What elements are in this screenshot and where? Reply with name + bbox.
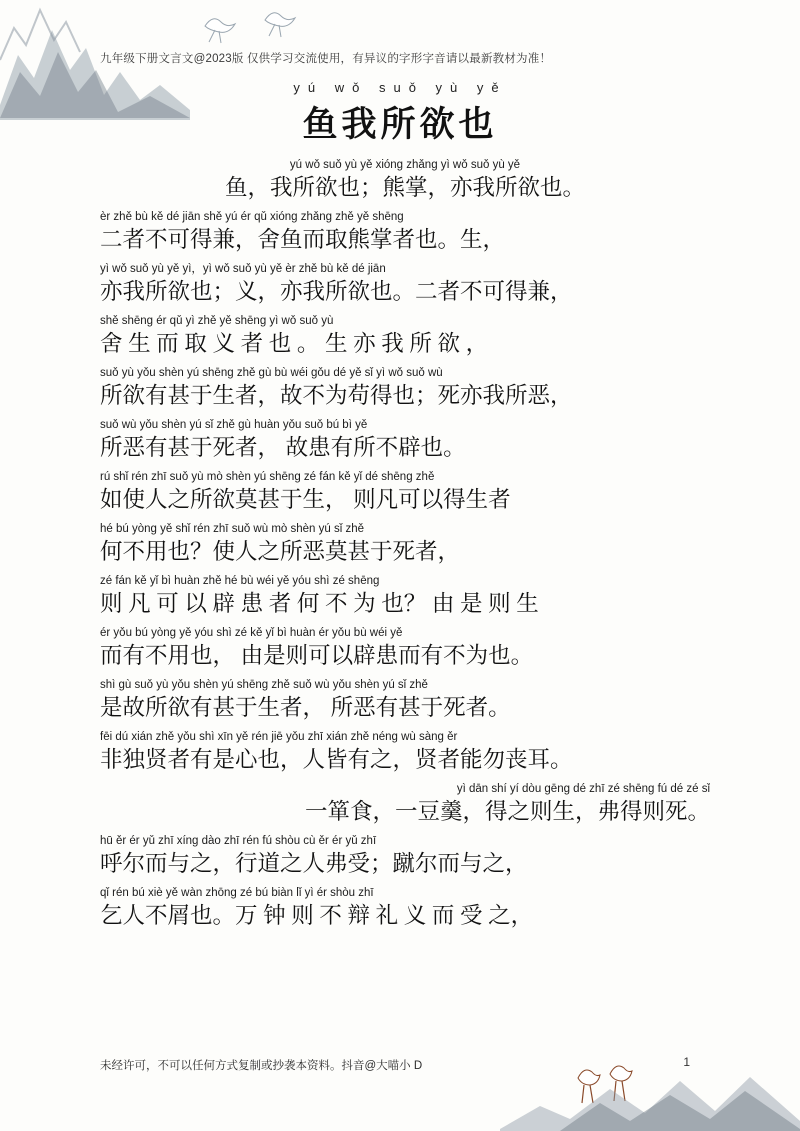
hanzi-row: 则 凡 可 以 辟 患 者 何 不 为 也？ 由 是 则 生	[100, 591, 539, 616]
poem-body	[100, 158, 710, 938]
hanzi-row: 舍 生 而 取 义 者 也 。 生 亦 我 所 欲 ，	[100, 331, 489, 356]
poem-line	[100, 366, 710, 413]
pinyin-row: fēi dú xián zhě yǒu shì xīn yě rén jiē yǒu zhī xián zhě néng wù sàng ěr	[100, 731, 458, 743]
pinyin-row: ér yǒu bú yòng yě yóu shì zé kě yǐ bì huàn ér yǒu bù wéi yě	[100, 627, 403, 639]
title-block	[0, 80, 800, 147]
page-title: 鱼我所欲也	[302, 105, 498, 144]
header-note: 九年级下册文言文@2023版 仅供学习交流使用，有异议的字形字音请以最新教材为准！	[100, 53, 552, 65]
poem-line	[100, 626, 710, 673]
pinyin-row: hū ěr ér yǔ zhī xíng dào zhī rén fú shòu cù ěr ér yǔ zhī	[100, 835, 377, 847]
pinyin-row: zé fán kě yǐ bì huàn zhě hé bù wéi yě yóu shì zé shēng	[100, 575, 380, 587]
pinyin-row: èr zhě bù kě dé jiān shě yú ér qǔ xióng zhǎng zhě yě shēng	[100, 211, 404, 223]
poem-line	[100, 418, 710, 465]
hanzi-row: 乞人不屑也。万 钟 则 不 辩 礼 义 而 受 之，	[100, 903, 534, 928]
hanzi-row: 是故所欲有甚于生者， 所恶有甚于死者。	[100, 695, 511, 720]
poem-line	[100, 678, 710, 725]
hanzi-row: 而有不用也， 由是则可以辟患而有不为也。	[100, 643, 534, 668]
pinyin-row: yì wǒ suǒ yù yě yì，yì wǒ suǒ yù yě èr zhě bù kě dé jiān	[100, 263, 386, 275]
hanzi-row: 二者不可得兼，舍鱼而取熊掌者也。生，	[100, 227, 506, 252]
poem-line	[100, 522, 710, 569]
hanzi-row: 呼尔而与之，行道之人弗受；蹴尔而与之，	[100, 851, 528, 876]
footer-note: 未经许可，不可以任何方式复制或抄袭本资料。抖音@大喵小 D	[100, 1060, 423, 1072]
poem-line	[100, 782, 710, 829]
crane-birds-decoration-icon	[195, 4, 325, 46]
pinyin-row: shì gù suǒ yù yǒu shèn yú shēng zhě suǒ wù yǒu shèn yú sǐ zhě	[100, 679, 428, 691]
pinyin-row: qǐ rén bú xiè yě wàn zhōng zé bú biàn lǐ yì ér shòu zhī	[100, 887, 374, 899]
page-number: 1	[683, 1055, 690, 1069]
pinyin-row: rú shǐ rén zhī suǒ yù mò shèn yú shēng zé fán kě yǐ dé shēng zhě	[100, 471, 435, 483]
poem-line	[100, 834, 710, 881]
pinyin-row: yú wǒ suǒ yù yě xióng zhǎng yì wǒ suǒ yù yě	[289, 159, 521, 171]
hanzi-row: 非独贤者有是心也，人皆有之，贤者能勿丧耳。	[100, 747, 573, 772]
hanzi-row: 所欲有甚于生者，故不为苟得也；死亦我所恶，	[100, 383, 573, 408]
poem-line	[100, 210, 710, 257]
title-pinyin: yú wǒ suǒ yù yě	[293, 80, 507, 95]
hanzi-row: 何不用也？使人之所恶莫甚于死者，	[100, 539, 461, 564]
hanzi-row: 所恶有甚于死者， 故患有所不辟也。	[100, 435, 466, 460]
hanzi-row: 亦我所欲也；义，亦我所欲也。二者不可得兼，	[100, 279, 573, 304]
pinyin-row: yì dān shí yí dòu gēng dé zhī zé shēng fú dé zé sǐ	[456, 783, 710, 795]
poem-line	[100, 158, 710, 205]
pinyin-row: suǒ wù yǒu shèn yú sǐ zhě gù huàn yǒu suǒ bú bì yě	[100, 419, 368, 431]
ink-mountain-bottom-decoration-icon	[500, 1011, 800, 1131]
poem-line	[100, 886, 710, 933]
poem-line	[100, 470, 710, 517]
poem-line	[100, 314, 710, 361]
hanzi-row: 一箪食，一豆羹，得之则生，弗得则死。	[304, 799, 710, 824]
crane-pair-decoration-icon	[560, 1058, 650, 1113]
poem-line	[100, 730, 710, 777]
poem-line	[100, 574, 710, 621]
pinyin-row: suǒ yù yǒu shèn yú shēng zhě gù bù wéi gǒu dé yě sǐ yì wǒ suǒ wù	[100, 367, 443, 379]
hanzi-row: 如使人之所欲莫甚于生， 则凡可以得生者	[100, 487, 511, 512]
hanzi-row: 鱼，我所欲也；熊掌，亦我所欲也。	[224, 175, 585, 200]
pinyin-row: shě shēng ér qǔ yì zhě yě shēng yì wǒ suǒ yù	[100, 315, 334, 327]
poem-line	[100, 262, 710, 309]
pinyin-row: hé bú yòng yě shǐ rén zhī suǒ wù mò shèn yú sǐ zhě	[100, 523, 365, 535]
